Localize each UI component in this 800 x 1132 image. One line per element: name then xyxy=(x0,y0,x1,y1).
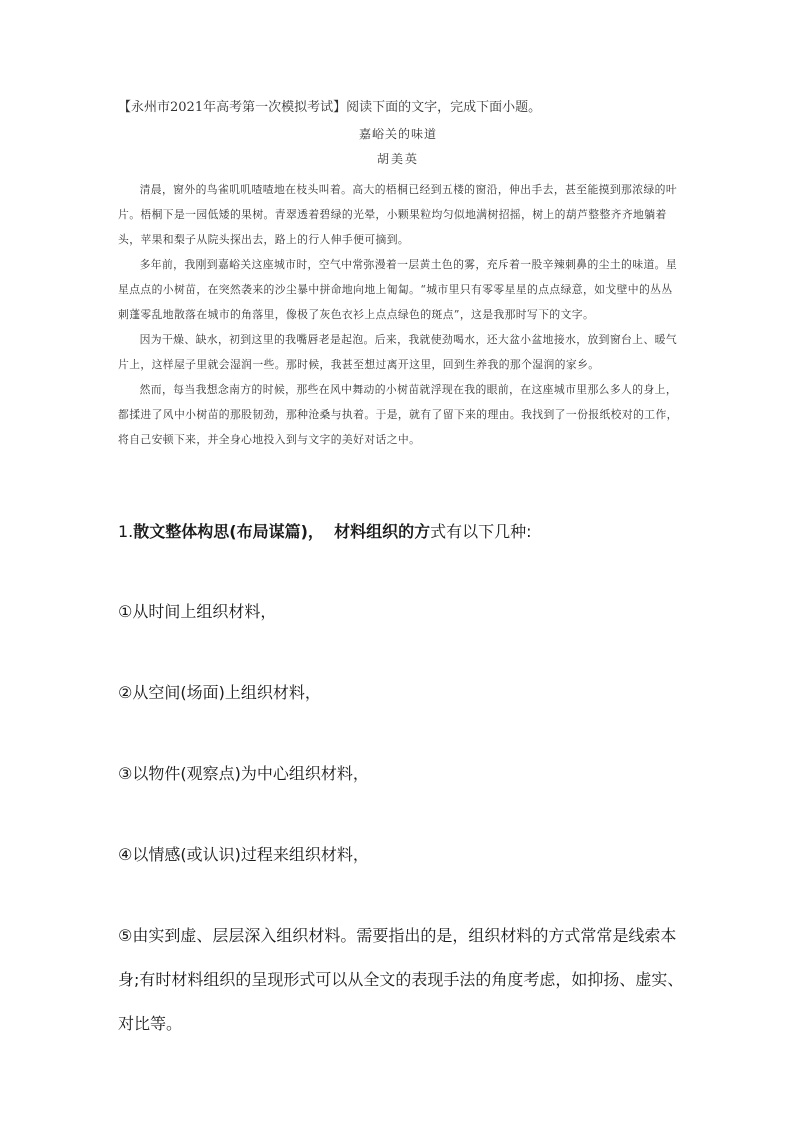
heading-bold-part-1: 散文整体构思(布局谋篇)， xyxy=(133,522,324,541)
excerpt-paragraph-1: 清晨，窗外的鸟雀叽叽喳喳地在枝头叫着。高大的梧桐已经到五楼的窗沿，伸出手去，甚至能摸到那浓绿的叶片。梧桐下是一园低矮的果树。青翠透着碧绿的光晕，小颗果粒均匀似地满树招摇，树上的葫芦整整齐齐地躺着头，苹果和梨子从院头探出去，路上的行人伸手便可摘到。 xyxy=(118,183,678,246)
excerpt-paragraph-4: 然而，每当我想念南方的时候，那些在风中舞动的小树苗就浮现在我的眼前，在这座城市里那么多人的身上，都揉进了风中小树苗的那股韧劲，那种沧桑与执着。于是，就有了留下来的理由。我找到了一份报纸校对的工作，将自己安顿下来，并全身心地投入到与文字的美好对话之中。 xyxy=(118,383,678,446)
heading-bold-part-2: 材料组织的方 xyxy=(334,522,431,541)
excerpt-author: 胡美英 xyxy=(376,152,419,166)
scanned-excerpt xyxy=(118,96,678,452)
notes-item-1: ①从时间上组织材料， xyxy=(118,602,277,621)
notes-item-5: ⑤由实到虚、层层深入组织材料。需要指出的是，组织材料的方式常常是线索本身;有时材料组织的呈现形式可以从全文的表现手法的角度考虑，如抑扬、虚实、对比等。 xyxy=(118,926,684,1033)
notes-item-3: ③以物件(观察点)为中心组织材料， xyxy=(118,764,369,783)
notes-item-4: ④以情感(或认识)过程来组织材料， xyxy=(118,845,369,864)
excerpt-paragraph-3: 因为干燥、缺水，初到这里的我嘴唇老是起泡。后来，我就使劲喝水，还大盆小盆地接水，放到窗台上、暖气片上，这样屋子里就会湿润一些。那时候，我甚至想过离开这里，回到生养我的那个湿润的家乡。 xyxy=(118,333,678,371)
heading-number: 1. xyxy=(118,522,134,541)
excerpt-header: 【永州市2021年高考第一次模拟考试】阅读下面的文字，完成下面小题。 xyxy=(118,100,542,115)
heading-rest: 式有以下几种: xyxy=(430,522,532,541)
notes-item-2: ②从空间(场面)上组织材料， xyxy=(118,683,321,702)
excerpt-title: 嘉峪关的味道 xyxy=(358,127,437,141)
excerpt-paragraph-2: 多年前，我刚到嘉峪关这座城市时，空气中常弥漫着一层黄土色的雾，充斥着一股辛辣刺鼻的尘土的味道。星星点点的小树苗，在突然袭来的沙尘暴中拼命地向地上匍匐。“城市里只有零零星星的点点绿意，如戈壁中的丛丛刺蓬零乱地散落在城市的角落里，像极了灰色衣衫上点点绿色的斑点”，这是我那时写下的文字。 xyxy=(118,258,678,321)
notes-heading xyxy=(118,520,688,544)
notes-section xyxy=(118,520,688,1046)
